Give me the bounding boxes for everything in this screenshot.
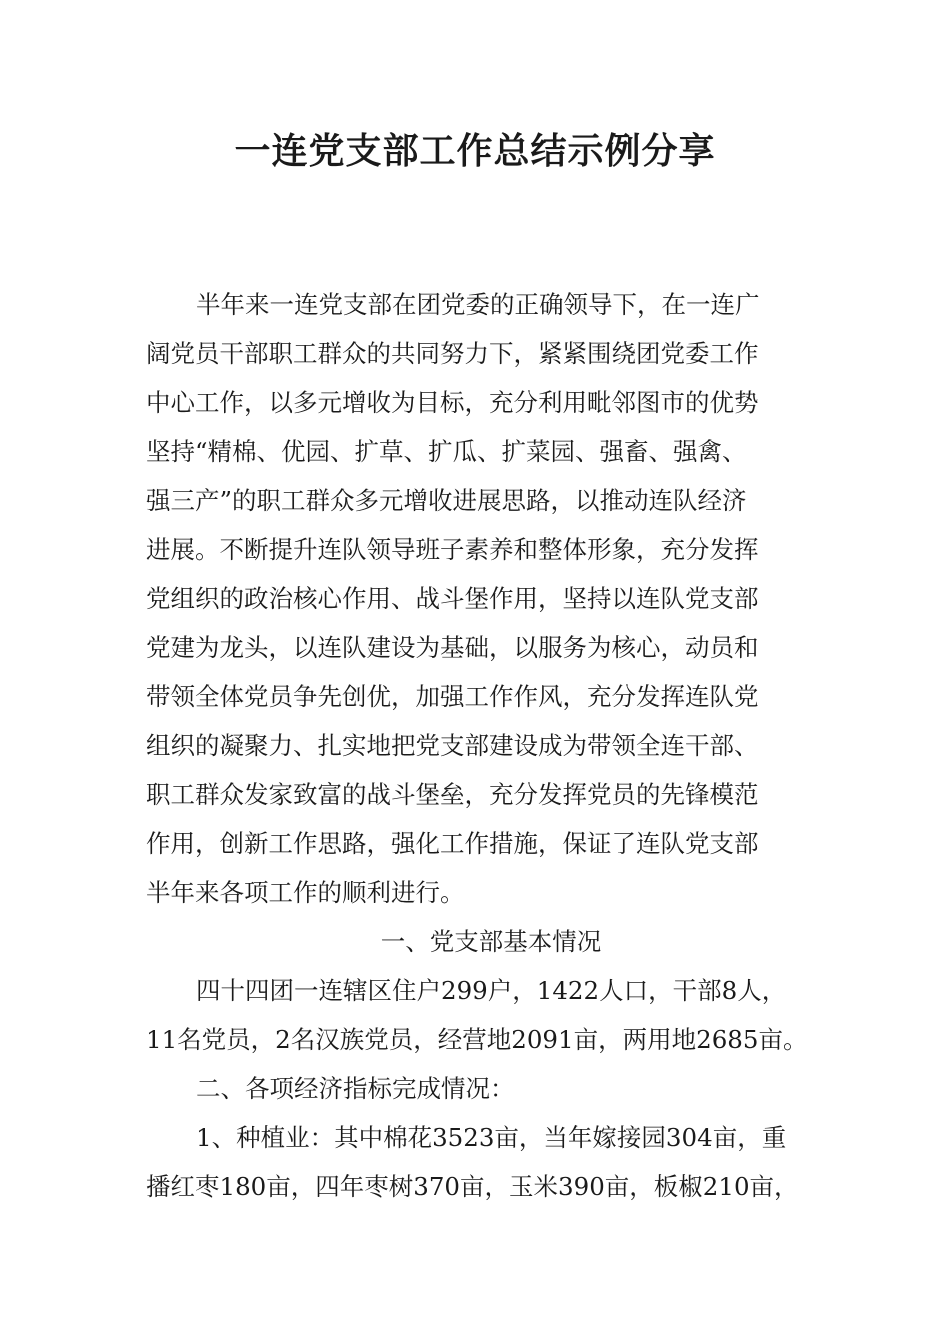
body-line: 组织的凝聚力、扎实地把党支部建设成为带领全连干部、 (146, 731, 759, 760)
body-line: 半年来各项工作的顺利进行。 (146, 878, 465, 907)
body-line: 阔党员干部职工群众的共同努力下，紧紧围绕团党委工作 (146, 339, 759, 368)
body-line: 播红枣180亩，四年枣树370亩，玉米390亩，板椒210亩， (146, 1172, 799, 1201)
section-heading: 二、各项经济指标完成情况： (196, 1074, 515, 1103)
body-line: 职工群众发家致富的战斗堡垒，充分发挥党员的先锋模范 (146, 780, 759, 809)
body-line: 作用，创新工作思路，强化工作措施，保证了连队党支部 (146, 829, 759, 858)
body-line: 11名党员，2名汉族党员，经营地2091亩，两用地2685亩。 (146, 1025, 808, 1054)
body-line: 四十四团一连辖区住户299户，1422人口，干部8人， (196, 976, 787, 1005)
body-line: 1、种植业：其中棉花3523亩，当年嫁接园304亩，重 (196, 1123, 787, 1152)
body-line: 党组织的政治核心作用、战斗堡作用，坚持以连队党支部 (146, 584, 759, 613)
body-line: 党建为龙头，以连队建设为基础，以服务为核心，动员和 (146, 633, 759, 662)
section-heading: 一、党支部基本情况 (380, 927, 602, 956)
body-line: 中心工作，以多元增收为目标，充分利用毗邻图市的优势 (146, 388, 759, 417)
page-title: 一连党支部工作总结示例分享 (234, 131, 716, 172)
body-line: 坚持“精棉、优园、扩草、扩瓜、扩菜园、强畜、强禽、 (146, 437, 747, 466)
body-line: 半年来一连党支部在团党委的正确领导下，在一连广 (196, 290, 760, 319)
body-line: 强三产”的职工群众多元增收进展思路，以推动连队经济 (146, 486, 747, 515)
document-body (146, 280, 836, 1211)
body-line: 带领全体党员争先创优，加强工作作风，充分发挥连队党 (146, 682, 759, 711)
body-line: 进展。不断提升连队领导班子素养和整体形象，充分发挥 (146, 535, 759, 564)
